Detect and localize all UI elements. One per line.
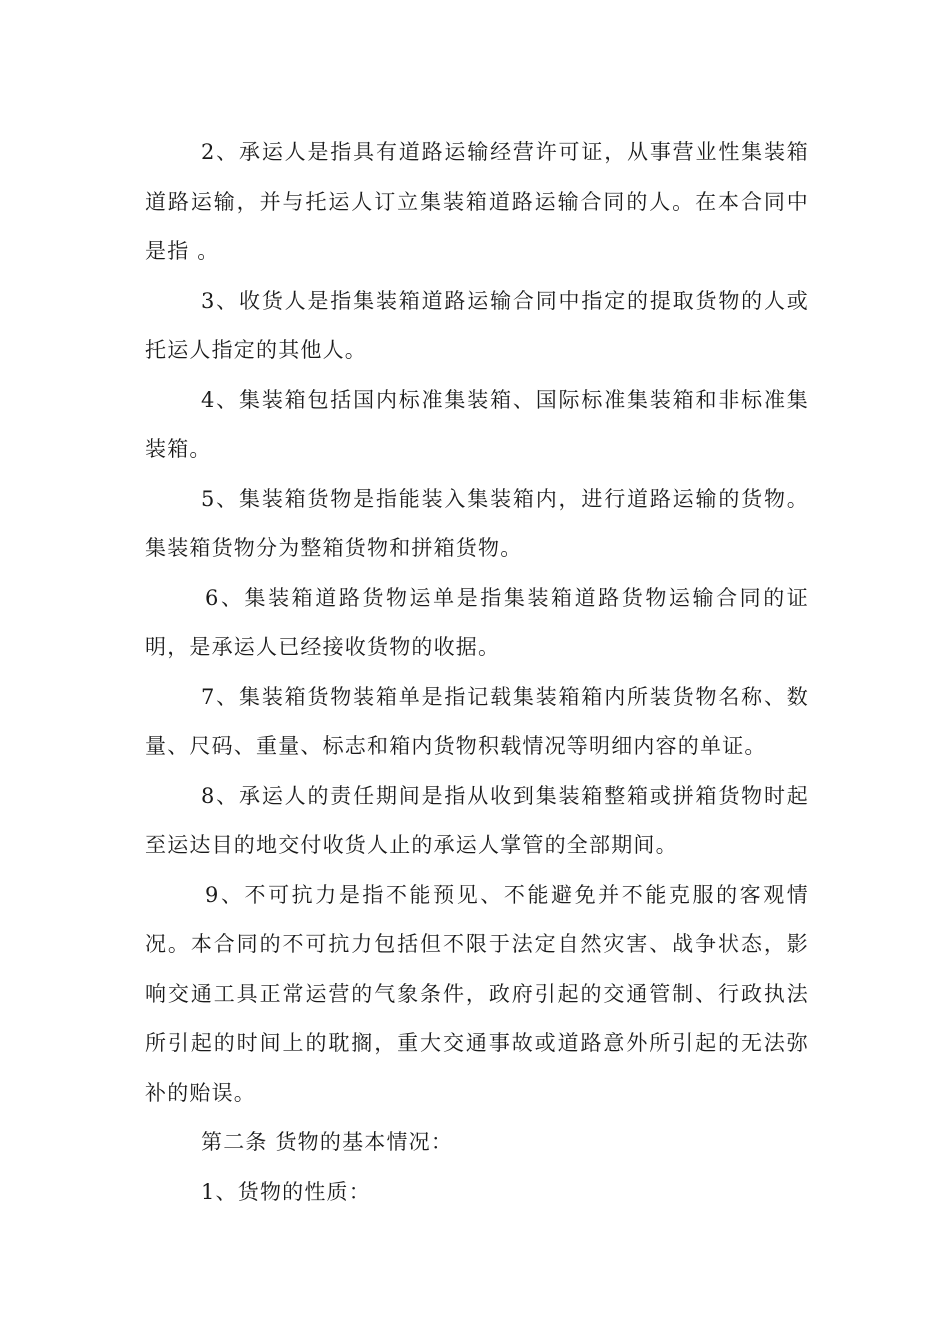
paragraph-liability-period-definition: 8、承运人的责任期间是指从收到集装箱整箱或拼箱货物时起至运达目的地交付收货人止的承运人掌管的全部期间。 — [145, 783, 809, 857]
paragraph-cargo-nature: 1、货物的性质： — [201, 1179, 371, 1204]
paragraph-container-definition: 4、集装箱包括国内标准集装箱、国际标准集装箱和非标准集装箱。 — [145, 387, 809, 461]
paragraph-carrier-definition: 2、承运人是指具有道路运输经营许可证，从事营业性集装箱道路运输，并与托运人订立集装箱道路运输合同的人。在本合同中是指 。 — [145, 140, 809, 263]
paragraph-container-cargo-definition: 5、集装箱货物是指能装入集装箱内，进行道路运输的货物。集装箱货物分为整箱货物和拼箱货物。 — [145, 486, 809, 560]
section-heading-article-two: 第二条 货物的基本情况： — [201, 1130, 454, 1154]
paragraph-consignee-definition: 3、收货人是指集装箱道路运输合同中指定的提取货物的人或托运人指定的其他人。 — [145, 288, 809, 362]
paragraph-waybill-definition: 6、集装箱道路货物运单是指集装箱道路货物运输合同的证明，是承运人已经接收货物的收据。 — [145, 585, 809, 659]
paragraph-force-majeure-definition: 9、不可抗力是指不能预见、不能避免并不能克服的客观情况。本合同的不可抗力包括但不限于法定自然灾害、战争状态，影响交通工具正常运营的气象条件，政府引起的交通管制、行政执法所引起的时间上的耽搁，重大交通事故或道路意外所引起的无法弥补的贻误。 — [145, 882, 809, 1105]
document-body — [145, 128, 809, 1217]
paragraph-packing-list-definition: 7、集装箱货物装箱单是指记载集装箱箱内所装货物名称、数量、尺码、重量、标志和箱内货物积载情况等明细内容的单证。 — [145, 684, 809, 758]
